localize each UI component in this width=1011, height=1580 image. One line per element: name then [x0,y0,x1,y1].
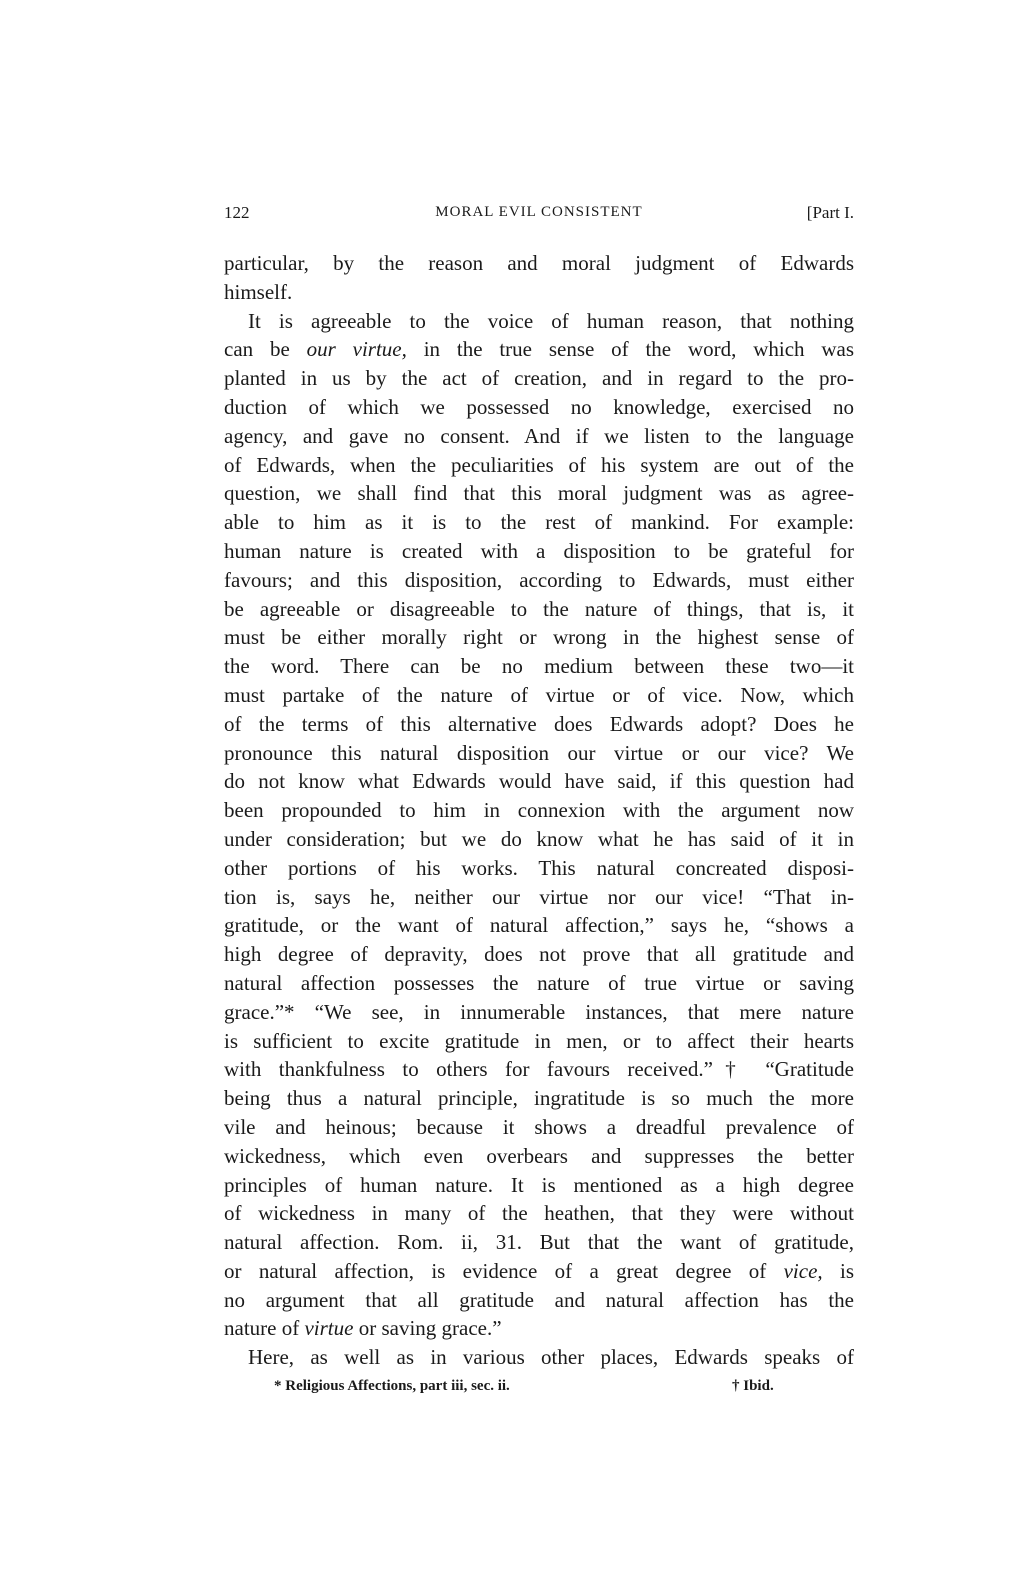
text-line: of Edwards, when the peculiarities of his system are out of the [224,452,854,477]
text-line: must partake of the nature of virtue or of vice. Now, which [224,682,854,707]
footnote-dagger: † Ibid. [732,1378,774,1394]
text-line: do not know what Edwards would have said, if this question had [224,769,854,794]
text-line: tion is, says he, neither our virtue nor our vice! “That in- [224,884,854,909]
text-segment: can be [224,337,307,362]
text-line: question, we shall find that this moral judgment was as agree- [224,481,854,506]
text-line: vile and heinous; because it shows a dreadful prevalence of [224,1114,854,1139]
running-header [224,203,854,227]
text-line: grace.”* “We see, in innumerable instances, that mere nature [224,999,854,1024]
body-text [224,249,854,1372]
text-line: no argument that all gratitude and natural affection has the [224,1287,854,1312]
text-line: is sufficient to excite gratitude in men, or to affect their hearts [224,1028,854,1053]
text-line: with thankfulness to others for favours received.”† “Gratitude [224,1057,854,1082]
part-label: [Part I. [806,203,854,222]
text-line: high degree of depravity, does not prove that all gratitude and [224,942,854,967]
italic-text: virtue [304,1316,354,1341]
text-line: human nature is created with a disposition to be grateful for [224,538,854,563]
text-line: under consideration; but we do know what he has said of it in [224,826,854,851]
text-line: favours; and this disposition, according to Edwards, must either [224,567,854,592]
italic-text: our virtue, [306,337,407,362]
text-line: of wickedness in many of the heathen, that they were without [224,1201,854,1226]
text-line: wickedness, which even overbears and suppresses the better [224,1143,854,1168]
footnote-star: * Religious Affections, part iii, sec. ii. [274,1378,510,1394]
text-line: be agreeable or disagreeable to the nature of things, that is, it [224,596,854,621]
text-line: duction of which we possessed no knowledge, exercised no [224,394,854,419]
text-segment: in the true sense of the word, which was [406,337,855,362]
text-line: pronounce this natural disposition our virtue or our vice? We [224,740,854,765]
text-segment: or natural affection, is evidence of a great degree of [224,1258,784,1283]
text-line: been propounded to him in connexion with the argument now [224,798,854,823]
text-line [224,1257,854,1286]
text-segment: or saving grace.” [353,1316,502,1341]
text-line: planted in us by the act of creation, and in regard to the pro- [224,366,854,391]
text-line: agency, and gave no consent. And if we listen to the language [224,423,854,448]
text-line [224,1314,854,1343]
text-line: other portions of his works. This natural concreated disposi- [224,855,854,880]
text-line: himself. [224,279,293,304]
running-title: MORAL EVIL CONSISTENT [435,204,643,220]
text-segment: is [822,1258,854,1283]
text-line: able to him as it is to the rest of mankind. For example: [224,510,854,535]
italic-text: vice, [783,1258,823,1283]
text-line: natural affection possesses the nature of true virtue or saving [224,970,854,995]
text-line: the word. There can be no medium between these two—it [224,654,854,679]
text-line: natural affection. Rom. ii, 31. But that the want of gratitude, [224,1230,854,1255]
text-line: particular, by the reason and moral judgment of Edwards [224,251,854,275]
text-line: gratitude, or the want of natural affection,” says he, “shows a [224,913,854,938]
text-line: It is agreeable to the voice of human reason, that nothing [248,308,854,333]
text-line: of the terms of this alternative does Edwards adopt? Does he [224,711,854,736]
page-number: 122 [224,203,250,222]
text-line: must be either morally right or wrong in the highest sense of [224,625,854,650]
text-line: principles of human nature. It is mentioned as a high degree [224,1172,854,1197]
text-line: being thus a natural principle, ingratitude is so much the more [224,1086,854,1111]
text-line: Here, as well as in various other places, Edwards speaks of [248,1345,854,1370]
text-segment: nature of [224,1316,305,1341]
text-line [224,335,854,364]
